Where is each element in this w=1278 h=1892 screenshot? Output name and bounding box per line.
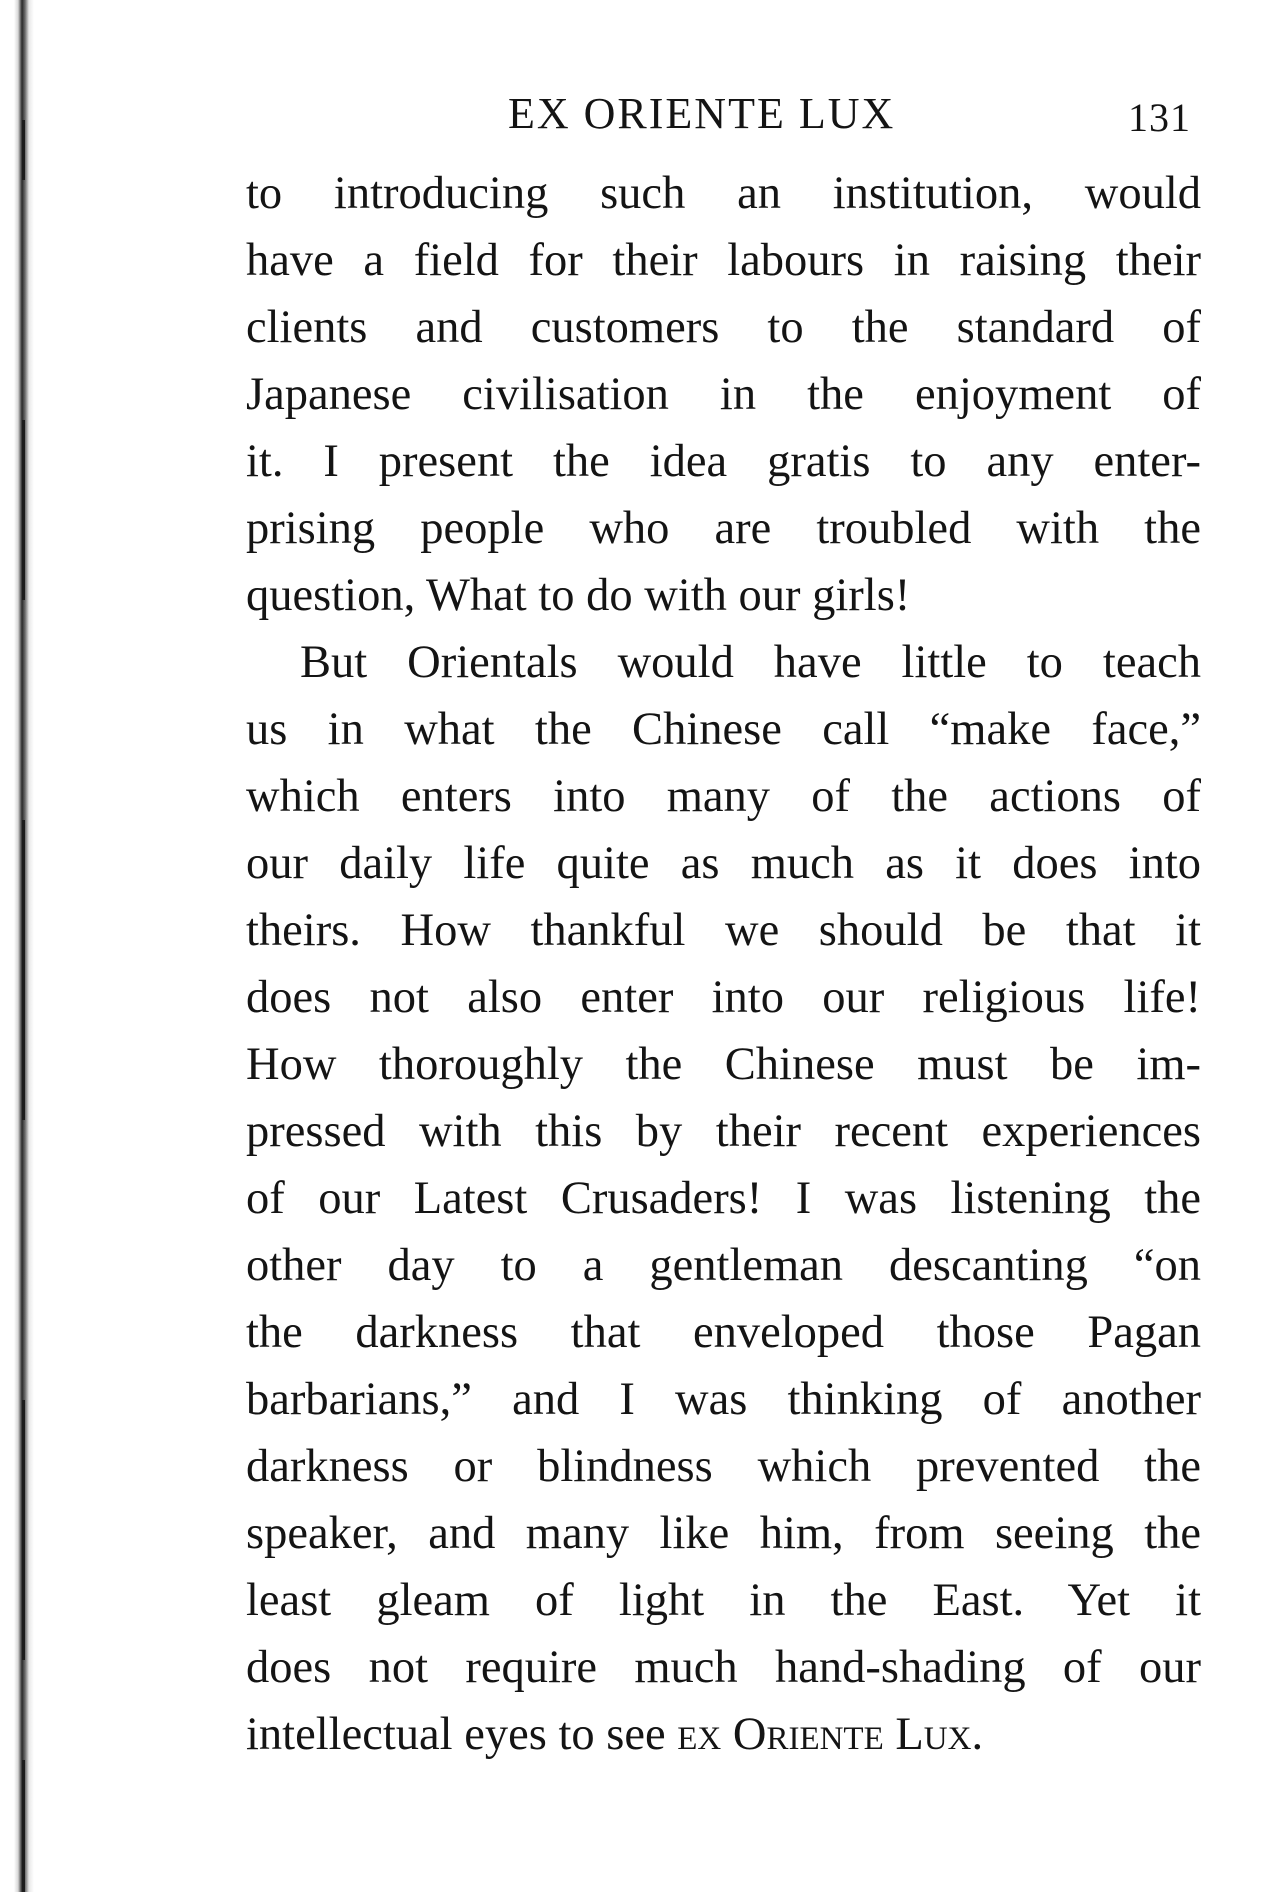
text-line: pressed with this by their recent experiences [246,1106,1201,1157]
gutter-mark [22,1400,25,1660]
text-line: least gleam of light in the East. Yet it [246,1575,1201,1626]
gutter-mark [22,820,25,1120]
gutter-mark [22,1760,25,1892]
text-line: How thoroughly the Chinese must be im- [246,1039,1201,1090]
text-line: of our Latest Crusaders! I was listening the [246,1173,1201,1224]
text-line: But Orientals would have little to teach [300,637,1201,688]
text-line: to introducing such an institution, would [246,168,1201,219]
text-line: speaker, and many like him, from seeing the [246,1508,1201,1559]
text-line: clients and customers to the standard of [246,302,1201,353]
text-line-final [246,1701,1201,1768]
text-line: theirs. How thankful we should be that it [246,905,1201,956]
text-line: us in what the Chinese call “make face,” [246,704,1201,755]
text-line: which enters into many of the actions of [246,771,1201,822]
text-line: have a field for their labours in raising their [246,235,1201,286]
binding-gutter [0,0,34,1892]
text-line: question, What to do with our girls! [246,570,911,621]
text-line: prising people who are troubled with the [246,503,1201,554]
running-head [0,84,1278,144]
text-line: Japanese civilisation in the enjoyment of [246,369,1201,420]
page-number: 131 [1128,95,1191,140]
gutter-mark [22,420,25,600]
text-line: does not also enter into our religious life! [246,972,1201,1023]
text-line: barbarians,” and I was thinking of another [246,1374,1201,1425]
final-line-small-caps: ex Oriente Lux. [677,1709,984,1760]
final-line-text: intellectual eyes to see [246,1709,678,1760]
running-head-title: EX ORIENTE LUX [508,89,896,138]
text-line: our daily life quite as much as it does into [246,838,1201,889]
text-line: it. I present the idea gratis to any enter- [246,436,1201,487]
body-text [246,160,1201,1768]
text-line: does not require much hand-shading of our [246,1642,1201,1693]
text-line: other day to a gentleman descanting “on [246,1240,1201,1291]
text-line: darkness or blindness which prevented the [246,1441,1201,1492]
text-line: the darkness that enveloped those Pagan [246,1307,1201,1358]
